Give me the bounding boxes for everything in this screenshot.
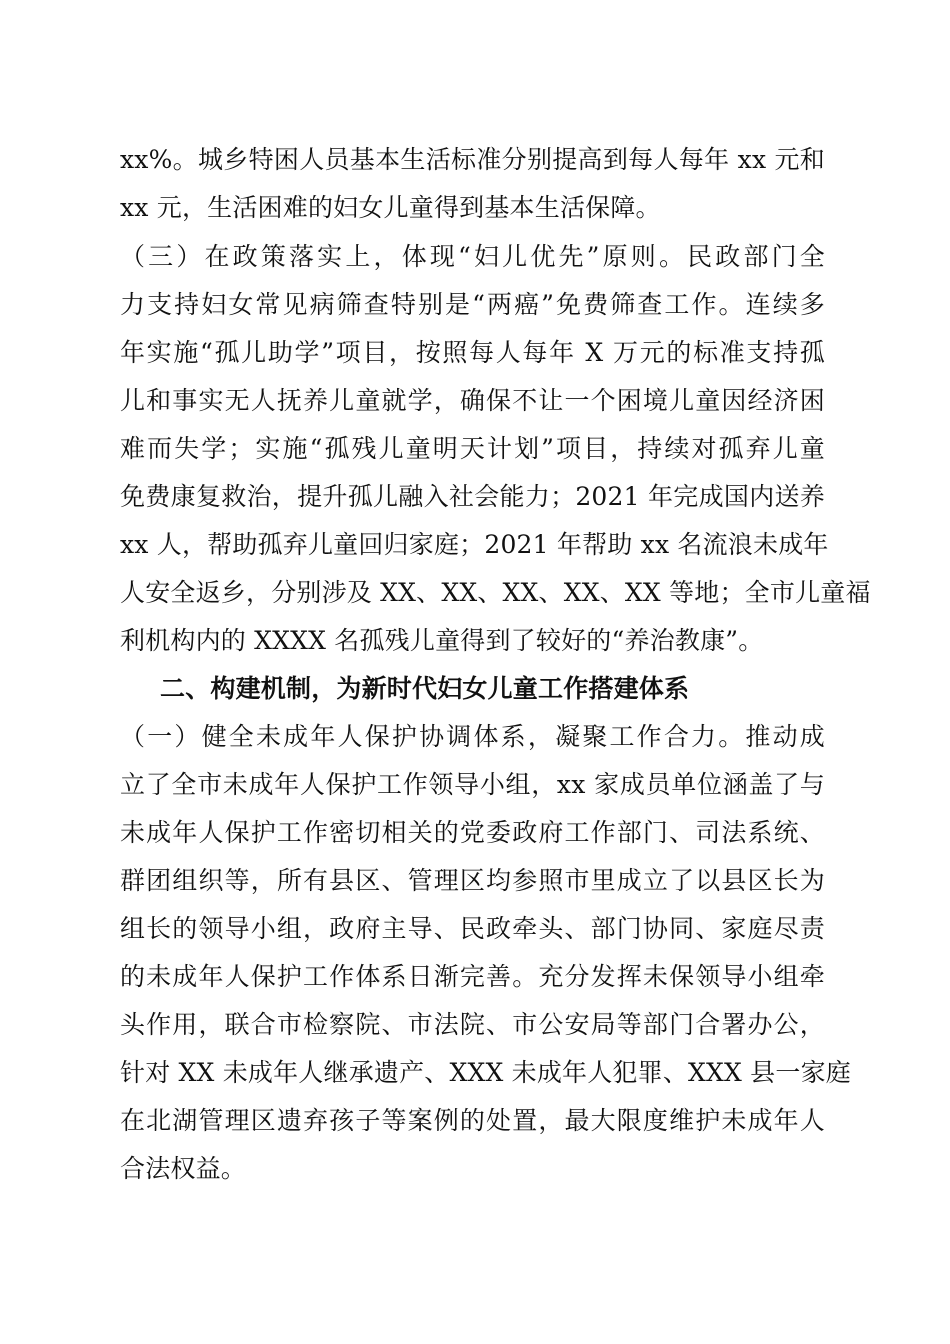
body-text-line: 组长的领导小组，政府主导、民政牵头、部门协同、家庭尽责 [120,914,825,943]
body-text-line: 利机构内的 XXXX 名孤残儿童得到了较好的“养治教康”。 [120,626,764,655]
body-text-line: 免费康复救治，提升孤儿融入社会能力；2021 年完成国内送养 [120,482,825,511]
body-text-line: 头作用，联合市检察院、市法院、市公安局等部门合署办公， [120,1010,825,1039]
body-text-line: xx 人，帮助孤弃儿童回归家庭；2021 年帮助 xx 名流浪未成年 [120,530,829,559]
body-text-line: xx 元，生活困难的妇女儿童得到基本生活保障。 [120,193,661,222]
body-text-line: 在北湖管理区遗弃孩子等案例的处置，最大限度维护未成年人 [120,1106,825,1135]
body-text-line: 难而失学；实施“孤残儿童明天计划”项目，持续对孤弃儿童 [120,434,825,463]
body-text-line: 人安全返乡，分别涉及 XX、XX、XX、XX、XX 等地；全市儿童福 [120,578,871,607]
body-text-line: 未成年人保护工作密切相关的党委政府工作部门、司法系统、 [120,818,825,847]
body-text-line: 立了全市未成年人保护工作领导小组，xx 家成员单位涵盖了与 [120,770,825,799]
section-paragraph-start: （三）在政策落实上，体现“妇儿优先”原则。民政部门全 [120,242,825,271]
body-text-line: 年实施“孤儿助学”项目，按照每人每年 X 万元的标准支持孤 [120,338,825,367]
body-text-line: 的未成年人保护工作体系日渐完善。充分发挥未保领导小组牵 [120,962,825,991]
body-text-line: 儿和事实无人抚养儿童就学，确保不让一个困境儿童因经济困 [120,386,825,415]
body-text-line: xx%。城乡特困人员基本生活标准分别提高到每人每年 xx 元和 [120,145,825,174]
section-paragraph-start: （一）健全未成年人保护协调体系，凝聚工作合力。推动成 [120,722,825,751]
body-text-line: 针对 XX 未成年人继承遗产、XXX 未成年人犯罪、XXX 县一家庭 [120,1058,851,1087]
section-heading: 二、构建机制，为新时代妇女儿童工作搭建体系 [160,674,690,703]
body-text-line: 合法权益。 [120,1154,247,1183]
body-text-line: 群团组织等，所有县区、管理区均参照市里成立了以县区长为 [120,866,825,895]
body-text-line: 力支持妇女常见病筛查特别是“两癌”免费筛查工作。连续多 [120,290,825,319]
